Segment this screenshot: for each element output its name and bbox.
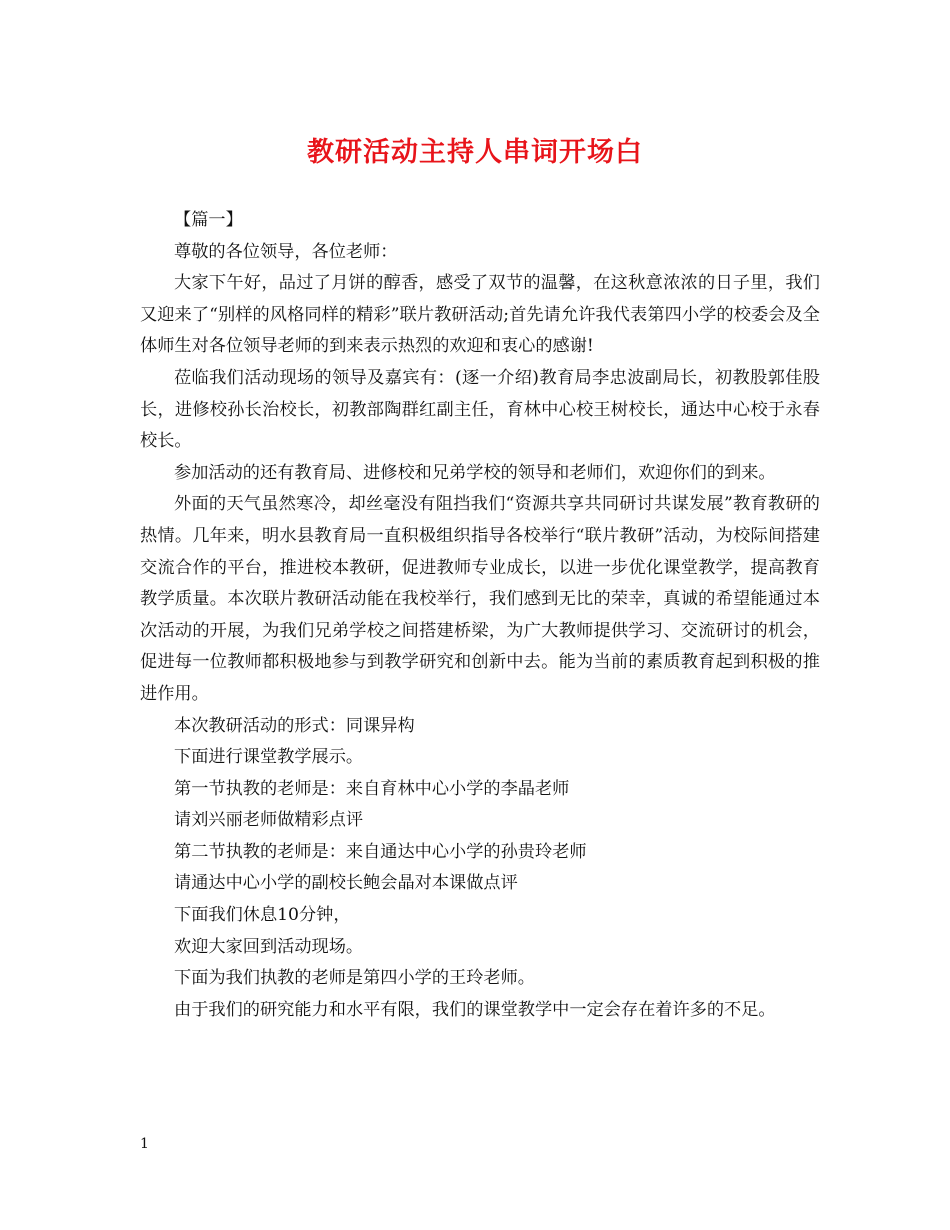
- paragraph: 下面为我们执教的老师是第四小学的王玲老师。: [174, 968, 535, 989]
- paragraph: 本次教研活动的形式：同课异构: [174, 715, 415, 736]
- document-title: 教研活动主持人串词开场白: [307, 137, 643, 168]
- paragraph: 外面的天气虽然寒冷，却丝毫没有阻挡我们“资源共享共同研讨共谋发展”教育教研的热情。几年来，明水县教育局一直积极组织指导各校举行“联片教研”活动，为校际间搭建交流合作的平台，推进校本教研，促进教师专业成长，以进一步优化课堂教学，提高教育教学质量。本次联片教研活动能在我校举行，我们感到无比的荣幸，真诚的希望能通过本次活动的开展，为我们兄弟学校之间搭建桥梁，为广大教师提供学习、交流研讨的机会，促进每一位教师都积极地参与到教学研究和创新中去。能为当前的素质教育起到积极的推进作用。: [140, 494, 820, 704]
- paragraph: 下面我们休息10分钟，: [174, 905, 351, 926]
- paragraph: 【篇一】: [174, 210, 243, 230]
- paragraph: 第一节执教的老师是：来自育林中心小学的李晶老师: [174, 778, 570, 799]
- paragraph: 参加活动的还有教育局、进修校和兄弟学校的领导和老师们，欢迎你们的到来。: [174, 462, 776, 483]
- paragraph: 请通达中心小学的副校长鲍会晶对本课做点评: [174, 873, 518, 894]
- paragraph: 大家下午好，品过了月饼的醇香，感受了双节的温馨，在这秋意浓浓的日子里，我们又迎来了“别样的风格同样的精彩”联片教研活动;首先请允许我代表第四小学的校委会及全体师生对各位领导老师的到来表示热烈的欢迎和衷心的感谢!: [140, 273, 820, 357]
- paragraph: 尊敬的各位领导，各位老师：: [174, 241, 398, 262]
- page-number: 1: [140, 1136, 149, 1152]
- paragraph: 欢迎大家回到活动现场。: [174, 936, 364, 957]
- paragraph: 请刘兴丽老师做精彩点评: [174, 810, 364, 831]
- paragraph: 下面进行课堂教学展示。: [174, 747, 364, 768]
- document-body: [140, 205, 820, 1026]
- paragraph: 莅临我们活动现场的领导及嘉宾有：(逐一介绍)教育局李忠波副局长，初教股郭佳股长，进修校孙长治校长，初教部陶群红副主任，育林中心校王树校长，通达中心校于永春校长。: [140, 367, 820, 452]
- paragraph: 第二节执教的老师是：来自通达中心小学的孙贵玲老师: [174, 841, 587, 862]
- paragraph: 由于我们的研究能力和水平有限，我们的课堂教学中一定会存在着许多的不足。: [174, 999, 776, 1020]
